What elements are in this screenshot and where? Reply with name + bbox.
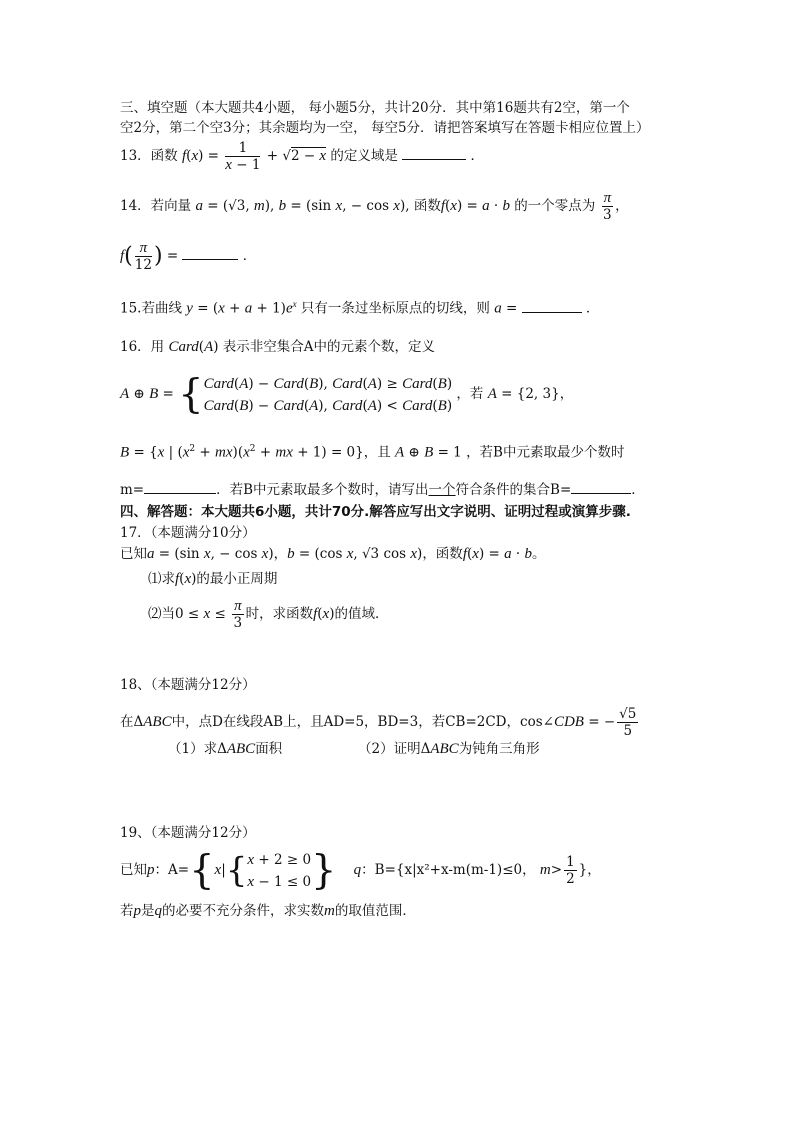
q17-part2: ⑵当0 ≤ x ≤ $\frac{\pi}{3}$ 时，求函数f(x)的值域． — [148, 598, 389, 631]
q18-heading: 18、（本题满分12分） — [120, 677, 256, 693]
section3-line1: 三、填空题（本大题共4小题， 每小题5分，共计20分．其中第16题共有2空，第一个 — [120, 100, 630, 116]
q15-answer-blank[interactable] — [522, 298, 582, 313]
q13-text: 的定义域是 — [330, 148, 398, 164]
q17-given: 已知a = (sin x, − cos x)，b = (cos x, √3 cos x)，函数f(x) = a · b。 — [120, 546, 546, 562]
q19-task: 若p是q的必要不充分条件，求实数m的取值范围． — [120, 903, 416, 919]
question-14-answer: f( $\frac{\pi}{12}$ ) = ． — [120, 240, 257, 273]
q18-part1: （1）求ΔABC面积 — [168, 741, 283, 757]
q14-answer-blank[interactable] — [182, 245, 238, 260]
q19-given: 已知p：A={x|{ x + 2 ≥ 0 x − 1 ≤ 0 } q：B={x|x²+x-m(m-1)≤0， m> $\frac{1}{2}$ }， — [120, 847, 601, 894]
section4-title: 四、解答题：本大题共6小题，共计70分.解答应写出文字说明、证明过程或演算步骤. — [120, 504, 631, 520]
q19-heading: 19、（本题满分12分） — [120, 825, 256, 841]
q18-part2: （2）证明ΔABC为钝角三角形 — [358, 741, 540, 757]
q14-label: 14．若向量 — [120, 198, 192, 214]
question-14: 14．若向量 a = (√3, m), b = (sin x, − cos x), 函数f(x) = a · b 的一个零点为 $\frac{\pi}{3}$ ， — [120, 190, 629, 223]
q16-m-blank[interactable] — [144, 479, 216, 494]
q17-heading: 17．（本题满分10分） — [120, 525, 256, 541]
q13-answer-blank[interactable] — [402, 145, 466, 160]
question-16: 16．用 Card(A) 表示非空集合A中的元素个数，定义 — [120, 339, 436, 355]
q16-set-blank[interactable] — [571, 479, 631, 494]
q13-label: 13．函数 — [120, 148, 178, 164]
question-16-answers: m= ．若B中元素取最多个数时，请写出一个符合条件的集合B= ． — [120, 479, 645, 499]
section3-line2: 空2分，第二个空3分；其余题均为一空， 每空5分．请把答案填写在答题卡相应位置上） — [120, 120, 650, 136]
q13-formula: f — [181, 148, 187, 164]
question-15: 15.若曲线 $y = (x + a + 1)e^x$ 只有一条过坐标原点的切线，则 a = ． — [120, 299, 600, 317]
q17-part1: ⑴求f(x)的最小正周期 — [148, 571, 278, 587]
question-16-setB: B = {x | $(x^2 + mx)(x^2$ + mx + 1) = 0}，且 A ⊕ B = 1 ，若B中元素取最少个数时 — [120, 444, 625, 461]
question-13: 13．函数 f(x) = $\frac{1}{x - 1}$ + √2 − x 的定义域是 ． — [120, 140, 484, 173]
q18-body: 在ΔABC中，点D在线段AB上，且AD=5，BD=3，若CB=2CD，cos∠CDB = − $\frac{√5}{5}$ — [120, 706, 637, 739]
q15-label: 15.若曲线 — [120, 300, 182, 317]
question-16-definition: A ⊕ B = { Card(A) − Card(B), Card(A) ≥ Card(B) Card(B) − Card(A), Card(A) < Card(B) ，若 A = {2, 3}， — [120, 371, 574, 418]
q13-fraction: $\frac{1}{x - 1}$ — [225, 140, 261, 173]
